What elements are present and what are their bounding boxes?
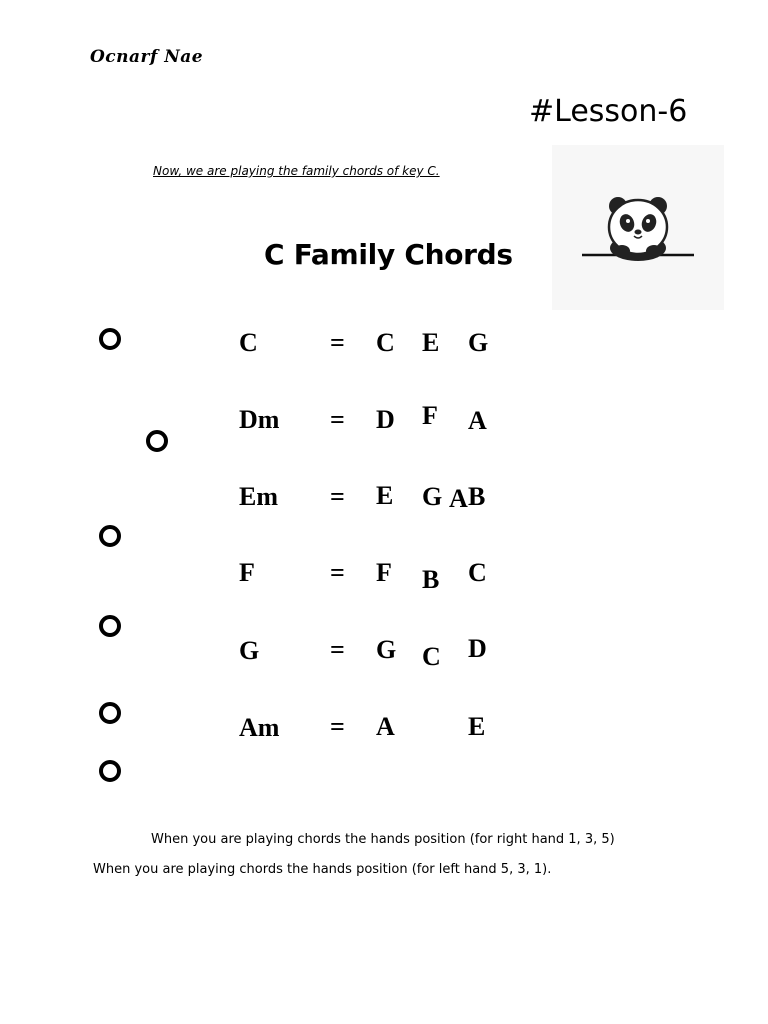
bullet-ring: [146, 430, 168, 452]
chord-note: D: [376, 405, 395, 434]
equals-sign: =: [330, 635, 345, 664]
chord-name: G: [239, 636, 260, 665]
chord-note: D: [468, 634, 487, 663]
chord-note-extra: A: [449, 484, 468, 513]
chord-note: B: [422, 565, 440, 594]
chord-note: E: [422, 328, 440, 357]
left-hand-note: When you are playing chords the hands position (for left hand 5, 3, 1).: [93, 862, 552, 877]
bullet-ring: [99, 702, 121, 724]
chord-note: E: [468, 712, 486, 741]
chord-note: C: [376, 328, 395, 357]
chord-note: G: [376, 635, 397, 664]
chord-name: F: [239, 558, 255, 587]
chord-note: G: [422, 482, 443, 511]
chord-note: C: [422, 642, 441, 671]
chord-name: C: [239, 328, 258, 357]
equals-sign: =: [330, 328, 345, 357]
chord-note: F: [422, 401, 438, 430]
chord-note: A: [468, 406, 487, 435]
chord-note: B: [468, 482, 486, 511]
chord-name: Am: [239, 713, 280, 742]
equals-sign: =: [330, 712, 345, 741]
panda-illustration: [552, 145, 724, 310]
page-title: C Family Chords: [264, 238, 513, 271]
bullet-ring: [99, 615, 121, 637]
bullet-ring: [99, 328, 121, 350]
brand-signature: Ocnarf Nae: [90, 47, 204, 67]
equals-sign: =: [330, 405, 345, 434]
chord-name: Dm: [239, 405, 280, 434]
chord-note: G: [468, 328, 489, 357]
chord-name: Em: [239, 482, 278, 511]
bullet-ring: [99, 760, 121, 782]
chord-note: F: [376, 558, 392, 587]
equals-sign: =: [330, 482, 345, 511]
right-hand-note: When you are playing chords the hands position (for right hand 1, 3, 5): [151, 832, 615, 847]
equals-sign: =: [330, 558, 345, 587]
intro-text: Now, we are playing the family chords of key C.: [153, 164, 440, 178]
chord-note: C: [468, 558, 487, 587]
chord-note: A: [376, 712, 395, 741]
panda-icon: [552, 145, 724, 310]
bullet-ring: [99, 525, 121, 547]
lesson-heading: #Lesson-6: [529, 94, 688, 129]
chord-note: E: [376, 481, 394, 510]
